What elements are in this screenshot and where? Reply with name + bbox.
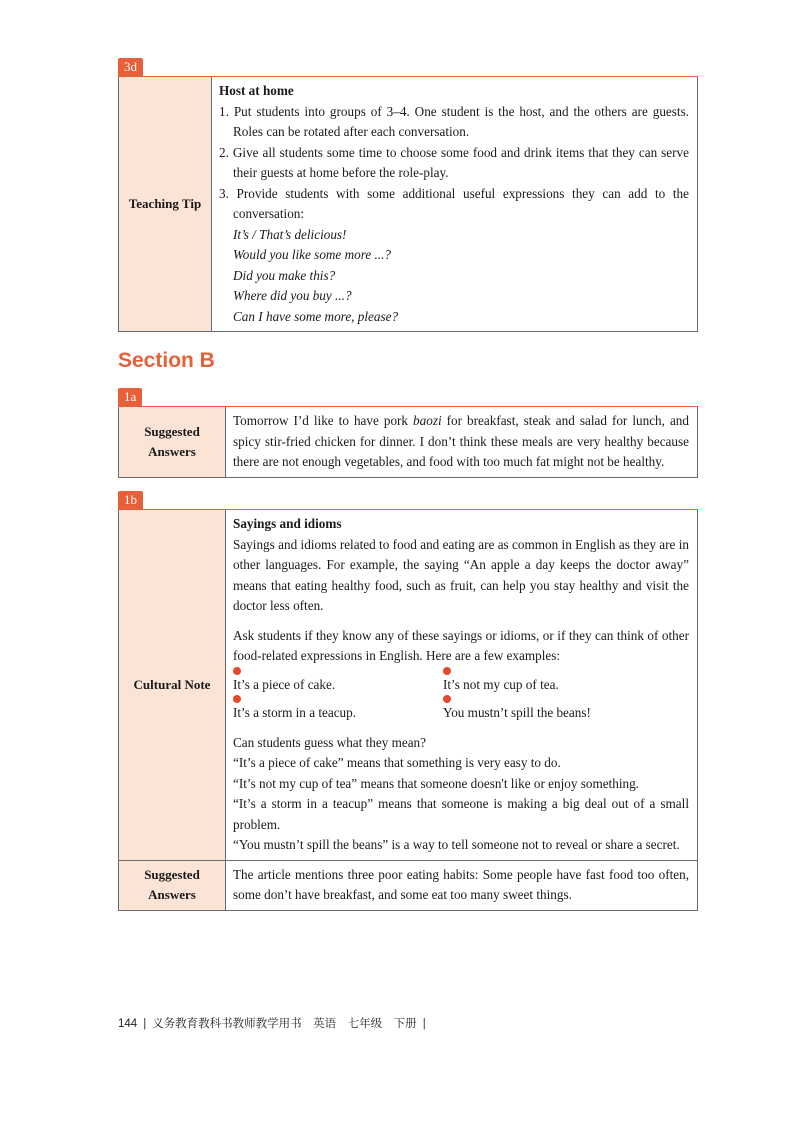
cultural-note-title: Sayings and idioms <box>233 516 342 531</box>
footer-divider: | <box>422 1018 426 1030</box>
suggested-answers-content <box>226 407 698 478</box>
expression-line: Can I have some more, please? <box>233 308 399 324</box>
cultural-note-label: Cultural Note <box>119 510 226 861</box>
cultural-note-content <box>226 510 698 861</box>
expression-line: Where did you buy ...? <box>233 288 352 303</box>
activity-tag-1b: 1b <box>118 491 143 509</box>
teaching-tip-step: 3. Provide students with some additional useful expressions they can add to the conversation: <box>219 185 689 221</box>
bullet-dot-icon <box>443 667 451 675</box>
suggested-answers-1a-table <box>118 406 698 478</box>
idiom-item <box>443 695 643 724</box>
cultural-note-paragraph: Ask students if they know any of these sayings or idioms, or if they can think of other food-related expressions in English. Here are a few examples: <box>233 627 689 663</box>
teaching-tip-label: Teaching Tip <box>119 77 212 332</box>
activity-tag-1a: 1a <box>118 388 142 406</box>
cultural-note-paragraph: Sayings and idioms related to food and eating are as common in English as they are in other languages. For example, the saying “An apple a day keeps the doctor away” means that eating healthy food, such as fruit, can help you stay healthy and visit the doctor less often. <box>233 536 689 613</box>
teaching-tip-step: 2. Give all students some time to choose some food and drink items that they can serve their guests at home before the role-play. <box>219 144 689 180</box>
footer-divider: | <box>143 1018 147 1030</box>
page-footer <box>118 1015 432 1031</box>
expression-line: Would you like some more ...? <box>233 247 391 262</box>
suggested-answers-content <box>226 860 698 910</box>
teaching-tip-steps <box>219 102 689 225</box>
teaching-tip-title: Host at home <box>219 83 294 98</box>
suggested-answers-text <box>233 411 689 473</box>
expression-line: Did you make this? <box>233 267 336 283</box>
idiom-item <box>233 667 443 696</box>
idiom-text: It’s a storm in a teacup. <box>233 705 357 720</box>
block-3d <box>118 58 698 332</box>
idiom-meaning: “It’s not my cup of tea” means that someone doesn't like or enjoy something. <box>233 775 639 791</box>
bullet-dot-icon <box>233 695 241 703</box>
cultural-note-table <box>118 509 698 911</box>
suggested-answers-label: Suggested Answers <box>119 860 226 910</box>
answer-text-italic: baozi <box>413 413 442 428</box>
teaching-tip-content <box>212 77 698 332</box>
teaching-tip-table <box>118 76 698 332</box>
idiom-text: It’s not my cup of tea. <box>443 676 559 692</box>
idiom-item <box>443 667 643 696</box>
idiom-item <box>233 695 443 724</box>
idiom-meaning: “You mustn’t spill the beans” is a way to tell someone not to reveal or share a secret. <box>233 837 680 852</box>
book-title: 义务教育教科书教师教学用书 英语 七年级 下册 <box>152 1018 417 1030</box>
suggested-answers-label: Suggested Answers <box>119 407 226 478</box>
cultural-note-question: Can students guess what they mean? <box>233 734 427 750</box>
idiom-list <box>233 667 689 724</box>
bullet-dot-icon <box>443 695 451 703</box>
idiom-text: It’s a piece of cake. <box>233 676 336 692</box>
page-number: 144 <box>118 1018 138 1030</box>
idiom-text: You mustn’t spill the beans! <box>443 705 591 720</box>
answer-text-part: Tomorrow I’d like to have pork <box>233 413 414 428</box>
expression-line: It’s / That’s delicious! <box>233 226 347 242</box>
activity-tag-3d: 3d <box>118 58 143 76</box>
idiom-meaning: “It’s a piece of cake” means that something is very easy to do. <box>233 755 561 770</box>
suggested-answers-text: The article mentions three poor eating habits: Some people have fast food too often, some don’t have breakfast, and some eat too many sweet things. <box>233 866 689 902</box>
block-1b <box>118 491 698 911</box>
section-title: Section B <box>118 349 215 372</box>
idiom-meaning: “It’s a storm in a teacup” means that someone is making a big deal out of a small problem. <box>233 796 689 832</box>
answer-text-part: for breakfast, steak and salad for lunch, and spicy stir-fried chicken for dinner. I don’t think these meals are very healthy because there are not enough vegetables, and food with too much fat might not be healthy. <box>233 413 689 469</box>
block-1a <box>118 388 698 478</box>
bullet-dot-icon <box>233 667 241 675</box>
teaching-tip-step: 1. Put students into groups of 3–4. One student is the host, and the others are guests. Roles can be rotated after each conversation. <box>219 103 689 139</box>
